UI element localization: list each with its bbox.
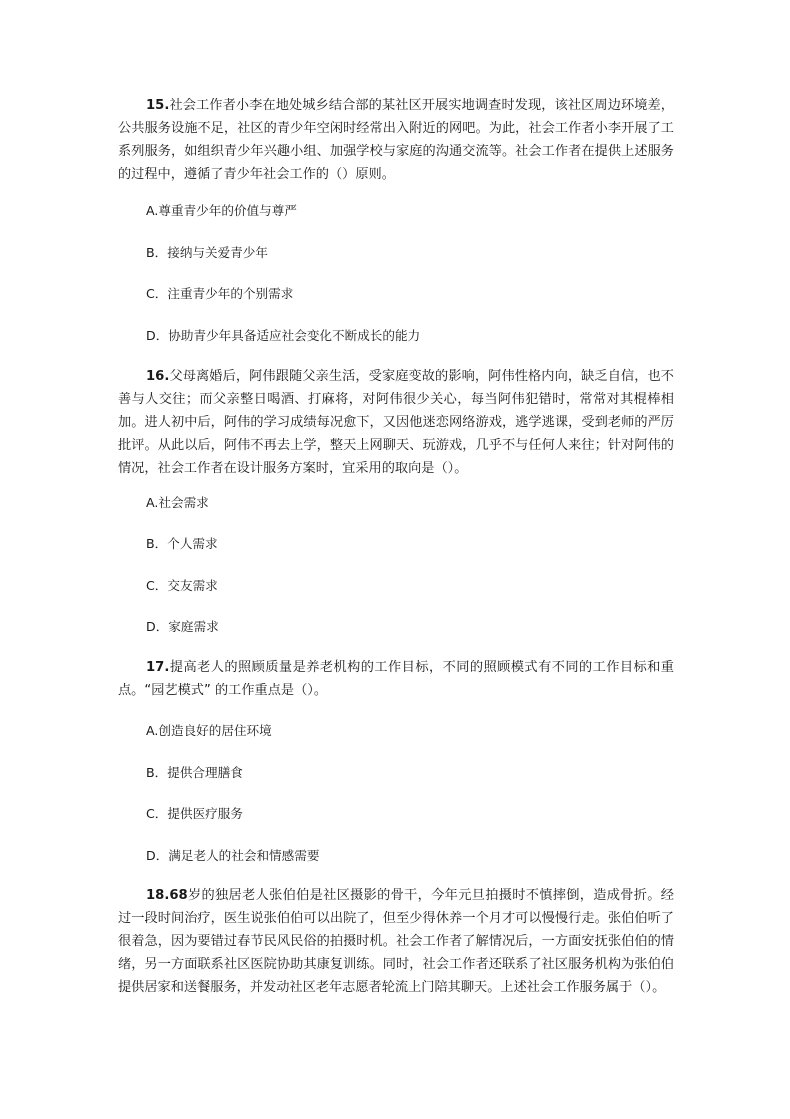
question-number: 18.68 <box>146 888 188 903</box>
option-c: C．提供医疗服务 <box>146 806 243 821</box>
question-17 <box>118 656 674 702</box>
option-a: A.尊重青少年的价值与尊严 <box>146 203 297 218</box>
option-c: C．交友需求 <box>146 578 218 593</box>
question-stem <box>118 884 674 999</box>
option-a: A.创造良好的居住环境 <box>146 723 272 738</box>
option-b: B．个人需求 <box>146 536 218 551</box>
option-d: D．协助青少年具备适应社会变化不断成长的能力 <box>146 328 421 343</box>
question-number: 15. <box>146 98 170 113</box>
question-stem <box>118 365 674 480</box>
question-number: 17. <box>146 660 170 675</box>
question-stem <box>118 94 674 186</box>
option-b: B．接纳与关爱青少年 <box>146 245 268 260</box>
question-16 <box>118 365 674 480</box>
question-text: 社会工作者小李在地处城乡结合部的某社区开展实地调查时发现，该社区周边环境差，公共服务设施不足，社区的青少年空闲时经常出入附近的网吧。为此，社会工作者小李开展了工系列服务，如组织青少年兴趣小组、加强学校与家庭的沟通交流等。社会工作者在提供上述服务的过程中，遵循了青少年社会工作的（）原则。 <box>118 98 674 182</box>
question-text: 岁的独居老人张伯伯是社区摄影的骨干，今年元旦拍摄时不慎摔倒，造成骨折。经过一段时间治疗，医生说张伯伯可以出院了，但至少得休养一个月才可以慢慢行走。张伯伯听了很着急，因为要错过春节民风民俗的拍摄时机。社会工作者了解情况后，一方面安抚张伯伯的情绪，另一方面联系社区医院协助其康复训练。同时，社会工作者还联系了社区服务机构为张伯伯提供居家和送餐服务，并发动社区老年志愿者轮流上门陪其聊天。上述社会工作服务属于（）。 <box>118 888 674 995</box>
question-text: 父母离婚后，阿伟跟随父亲生活，受家庭变故的影响，阿伟性格内向，缺乏自信，也不善与人交往；而父亲整日喝酒、打麻将，对阿伟很少关心，每当阿伟犯错时，常常对其棍棒相加。进人初中后，阿伟的学习成绩每况愈下，又因他迷恋网络游戏，逃学逃课，受到老师的严厉批评。从此以后，阿伟不再去上学，整天上网聊天、玩游戏，几乎不与任何人来往；针对阿伟的情况，社会工作者在设计服务方案时，宜采用的取向是（）。 <box>118 369 674 476</box>
question-18 <box>118 884 674 999</box>
option-d: D．满足老人的社会和情感需要 <box>146 848 320 863</box>
question-text: 提高老人的照顾质量是养老机构的工作目标，不同的照顾模式有不同的工作目标和重点。“园艺模式” 的工作重点是（）。 <box>118 660 674 698</box>
option-b: B．提供合理膳食 <box>146 765 243 780</box>
question-number: 16. <box>146 369 170 384</box>
question-stem <box>118 656 674 702</box>
option-c: C．注重青少年的个别需求 <box>146 286 294 301</box>
option-d: D．家庭需求 <box>146 619 219 634</box>
option-a: A.社会需求 <box>146 495 209 510</box>
question-15 <box>118 94 674 186</box>
